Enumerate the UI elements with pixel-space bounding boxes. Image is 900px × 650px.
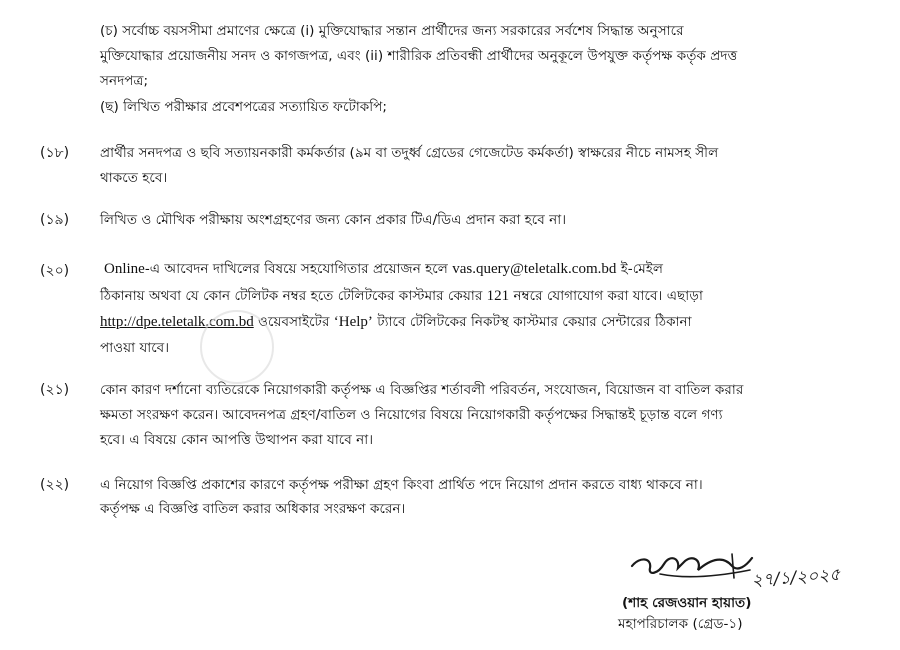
item-20-line-3	[100, 313, 692, 332]
clause-cha-line-2: মুক্তিযোদ্ধার প্রয়োজনীয় সনদ ও কাগজপত্র, এবং (ii) শারীরিক প্রতিবন্ধী প্রার্থীদের অনুকূলে উপযুক্ত কর্তৃপক্ষ কর্তৃক প্রদত্ত	[100, 48, 738, 64]
item-21-line-1: কোন কারণ দর্শানো ব্যতিরেকে নিয়োগকারী কর্তৃপক্ষ এ বিজ্ঞপ্তির শর্তাবলী পরিবর্তন, সংযোজন, বিয়োজন বা বাতিল করার	[100, 382, 744, 398]
item-19-number: (১৯)	[40, 212, 70, 228]
item-18-number: (১৮)	[40, 145, 70, 161]
item-22-number: (২২)	[40, 477, 70, 493]
watermark-seal	[200, 310, 274, 384]
item-22-line-1: এ নিয়োগ বিজ্ঞপ্তি প্রকাশের কারণে কর্তৃপক্ষ পরীক্ষা গ্রহণ কিংবা প্রার্থিত পদে নিয়োগ প্রদান করতে বাধ্য থাকবে না।	[100, 477, 703, 493]
item-20-line-2-b: নম্বরে যোগাযোগ করা যাবে। এছাড়া	[509, 288, 703, 304]
support-email-text: vas.query@teletalk.com.bd	[452, 261, 617, 277]
handwritten-signature	[600, 548, 900, 596]
teletalk-website-link[interactable]: http://dpe.teletalk.com.bd	[100, 314, 254, 330]
item-20-line-2	[100, 287, 703, 306]
item-20-line-3-b: ট্যাবে টেলিটকের নিকটস্থ কাস্টমার কেয়ার সেন্টারের ঠিকানা	[372, 314, 692, 330]
item-20-line-1-b: -এ আবেদন দাখিলের বিষয়ে সহযোগিতার প্রয়োজন হলে	[144, 261, 453, 277]
item-21-number: (২১)	[40, 382, 70, 398]
item-20-line-3-a: ওয়েবসাইটের	[253, 314, 334, 330]
item-19-line-1: লিখিত ও মৌখিক পরীক্ষায় অংশগ্রহণের জন্য কোন প্রকার টিএ/ডিএ প্রদান করা হবে না।	[100, 212, 567, 228]
item-22-line-2: কর্তৃপক্ষ এ বিজ্ঞপ্তি বাতিল করার অধিকার সংরক্ষণ করেন।	[100, 501, 406, 517]
item-18-line-2: থাকতে হবে।	[100, 170, 168, 186]
help-tab-text: ‘Help’	[333, 314, 373, 330]
item-20-line-1-c: ই-মেইল	[616, 261, 663, 277]
item-21-line-3: হবে। এ বিষয়ে কোন আপত্তি উত্থাপন করা যাবে না।	[100, 432, 374, 448]
online-text: Online	[104, 261, 145, 277]
item-20-line-4: পাওয়া যাবে।	[100, 340, 170, 356]
item-20-number: (২০)	[40, 263, 70, 279]
item-20-line-1	[104, 260, 663, 279]
item-21-line-2: ক্ষমতা সংরক্ষণ করেন। আবেদনপত্র গ্রহণ/বাতিল ও নিয়োগের বিষয়ে নিয়োগকারী কর্তৃপক্ষের সিদ্ধান্তই চূড়ান্ত বলে গণ্য	[100, 407, 723, 423]
signature-date: ২৭/১/২০২৫	[750, 564, 841, 591]
signature-block	[600, 548, 900, 648]
signer-title: মহাপরিচালক (গ্রেড-১)	[618, 616, 743, 632]
customer-care-number: 121	[486, 288, 510, 304]
item-20-line-2-a: ঠিকানায় অথবা যে কোন টেলিটক নম্বর হতে টেলিটকের কাস্টমার কেয়ার	[100, 288, 487, 304]
clause-chha-line-1: (ছ) লিখিত পরীক্ষার প্রবেশপত্রের সত্যায়িত ফটোকপি;	[100, 99, 387, 115]
clause-cha-line-3: সনদপত্র;	[100, 73, 149, 89]
clause-cha-line-1: (চ) সর্বোচ্চ বয়সসীমা প্রমাণের ক্ষেত্রে (i) মুক্তিযোদ্ধার সন্তান প্রার্থীদের জন্য সরকারের সর্বশেষ সিদ্ধান্ত অনুসারে	[100, 23, 684, 39]
item-18-line-1: প্রার্থীর সনদপত্র ও ছবি সত্যায়নকারী কর্মকর্তার (৯ম বা তদুর্ধ্ব গ্রেডের গেজেটেড কর্মকর্তা) স্বাক্ষরের নীচে নামসহ সীল	[100, 145, 719, 161]
signer-name: (শাহ রেজওয়ান হায়াত)	[622, 595, 752, 611]
